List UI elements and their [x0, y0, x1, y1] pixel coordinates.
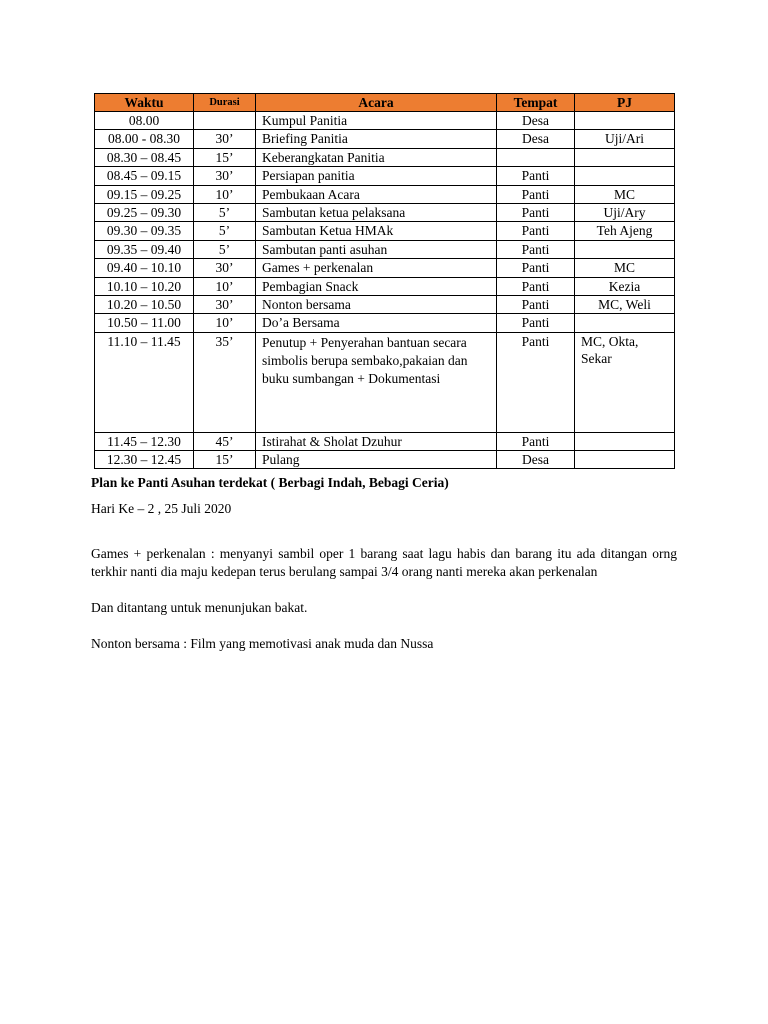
cell-tempat: Panti — [497, 259, 575, 277]
cell-durasi: 30’ — [194, 295, 256, 313]
cell-pj — [575, 314, 675, 332]
table-row — [95, 277, 675, 295]
pj-line-1: MC, Okta, — [581, 333, 639, 349]
cell-tempat: Desa — [497, 451, 575, 469]
table-row — [95, 259, 675, 277]
header-waktu: Waktu — [95, 94, 194, 112]
cell-pj: MC — [575, 259, 675, 277]
cell-durasi: 30’ — [194, 130, 256, 148]
cell-durasi: 5’ — [194, 203, 256, 221]
cell-pj: MC — [575, 185, 675, 203]
cell-durasi: 10’ — [194, 314, 256, 332]
cell-durasi: 15’ — [194, 148, 256, 166]
cell-tempat: Panti — [497, 432, 575, 450]
table-row — [95, 130, 675, 148]
table-row — [95, 332, 675, 432]
cell-acara: Persiapan panitia — [256, 167, 497, 185]
cell-pj — [575, 332, 675, 432]
cell-acara: Games + perkenalan — [256, 259, 497, 277]
cell-waktu: 09.25 – 09.30 — [95, 203, 194, 221]
cell-acara: Kumpul Panitia — [256, 112, 497, 130]
cell-pj — [575, 148, 675, 166]
cell-durasi: 30’ — [194, 259, 256, 277]
table-row — [95, 203, 675, 221]
cell-acara: Keberangkatan Panitia — [256, 148, 497, 166]
cell-tempat: Desa — [497, 112, 575, 130]
cell-waktu: 10.50 – 11.00 — [95, 314, 194, 332]
cell-waktu: 08.45 – 09.15 — [95, 167, 194, 185]
cell-durasi: 5’ — [194, 240, 256, 258]
talent-note: Dan ditantang untuk menunjukan bakat. — [91, 600, 308, 615]
cell-pj: Uji/Ari — [575, 130, 675, 148]
cell-acara: Pembagian Snack — [256, 277, 497, 295]
cell-tempat: Desa — [497, 130, 575, 148]
table-row — [95, 240, 675, 258]
table-row — [95, 451, 675, 469]
cell-pj: MC, Weli — [575, 295, 675, 313]
nonton-note: Nonton bersama : Film yang memotivasi anak muda dan Nussa — [91, 636, 434, 651]
cell-tempat: Panti — [497, 314, 575, 332]
cell-pj — [575, 451, 675, 469]
schedule-table — [94, 93, 675, 469]
header-acara: Acara — [256, 94, 497, 112]
cell-tempat: Panti — [497, 203, 575, 221]
day-line: Hari Ke – 2 , 25 Juli 2020 — [91, 501, 232, 516]
cell-pj — [575, 167, 675, 185]
table-row — [95, 295, 675, 313]
cell-waktu: 09.15 – 09.25 — [95, 185, 194, 203]
cell-waktu: 12.30 – 12.45 — [95, 451, 194, 469]
cell-waktu: 08.00 - 08.30 — [95, 130, 194, 148]
cell-pj — [575, 112, 675, 130]
cell-pj: Uji/Ary — [575, 203, 675, 221]
cell-durasi: 30’ — [194, 167, 256, 185]
header-pj: PJ — [575, 94, 675, 112]
table-row — [95, 432, 675, 450]
cell-pj — [575, 240, 675, 258]
cell-waktu: 08.00 — [95, 112, 194, 130]
cell-tempat — [497, 148, 575, 166]
cell-waktu: 11.45 – 12.30 — [95, 432, 194, 450]
cell-acara: Istirahat & Sholat Dzuhur — [256, 432, 497, 450]
cell-acara: Sambutan Ketua HMAk — [256, 222, 497, 240]
table-header-row — [95, 94, 675, 112]
cell-acara: Pulang — [256, 451, 497, 469]
cell-acara: Penutup + Penyerahan bantuan secara simbolis berupa sembako,pakaian dan buku sumbangan + Dokumentasi — [256, 332, 497, 432]
table-row — [95, 167, 675, 185]
table-row — [95, 314, 675, 332]
games-note: Games + perkenalan : menyanyi sambil oper 1 barang saat lagu habis dan barang itu ada ditangan orng terkhir nanti dia maju kedepan terus berulang sampai 3/4 orang nanti mereka akan perkenalan — [91, 546, 677, 579]
cell-durasi — [194, 112, 256, 130]
header-tempat: Tempat — [497, 94, 575, 112]
cell-acara: Do’a Bersama — [256, 314, 497, 332]
cell-waktu: 09.30 – 09.35 — [95, 222, 194, 240]
cell-tempat: Panti — [497, 167, 575, 185]
cell-tempat: Panti — [497, 240, 575, 258]
table-row — [95, 185, 675, 203]
cell-acara: Briefing Panitia — [256, 130, 497, 148]
cell-tempat: Panti — [497, 185, 575, 203]
cell-waktu: 11.10 – 11.45 — [95, 332, 194, 432]
cell-acara: Nonton bersama — [256, 295, 497, 313]
cell-acara: Pembukaan Acara — [256, 185, 497, 203]
pj-line-2: Sekar — [581, 350, 612, 366]
cell-tempat: Panti — [497, 277, 575, 295]
table-row — [95, 112, 675, 130]
cell-pj: Kezia — [575, 277, 675, 295]
header-durasi: Durasi — [194, 94, 256, 112]
cell-durasi: 45’ — [194, 432, 256, 450]
cell-waktu: 09.40 – 10.10 — [95, 259, 194, 277]
cell-tempat: Panti — [497, 222, 575, 240]
table-row — [95, 222, 675, 240]
cell-tempat: Panti — [497, 332, 575, 432]
cell-tempat: Panti — [497, 295, 575, 313]
cell-waktu: 09.35 – 09.40 — [95, 240, 194, 258]
cell-durasi: 5’ — [194, 222, 256, 240]
cell-waktu: 08.30 – 08.45 — [95, 148, 194, 166]
cell-durasi: 15’ — [194, 451, 256, 469]
cell-waktu: 10.20 – 10.50 — [95, 295, 194, 313]
cell-durasi: 35’ — [194, 332, 256, 432]
cell-pj — [575, 432, 675, 450]
cell-acara: Sambutan panti asuhan — [256, 240, 497, 258]
cell-durasi: 10’ — [194, 277, 256, 295]
cell-pj: Teh Ajeng — [575, 222, 675, 240]
cell-durasi: 10’ — [194, 185, 256, 203]
plan-title: Plan ke Panti Asuhan terdekat ( Berbagi Indah, Bebagi Ceria) — [91, 475, 449, 490]
cell-waktu: 10.10 – 10.20 — [95, 277, 194, 295]
cell-acara: Sambutan ketua pelaksana — [256, 203, 497, 221]
table-row — [95, 148, 675, 166]
